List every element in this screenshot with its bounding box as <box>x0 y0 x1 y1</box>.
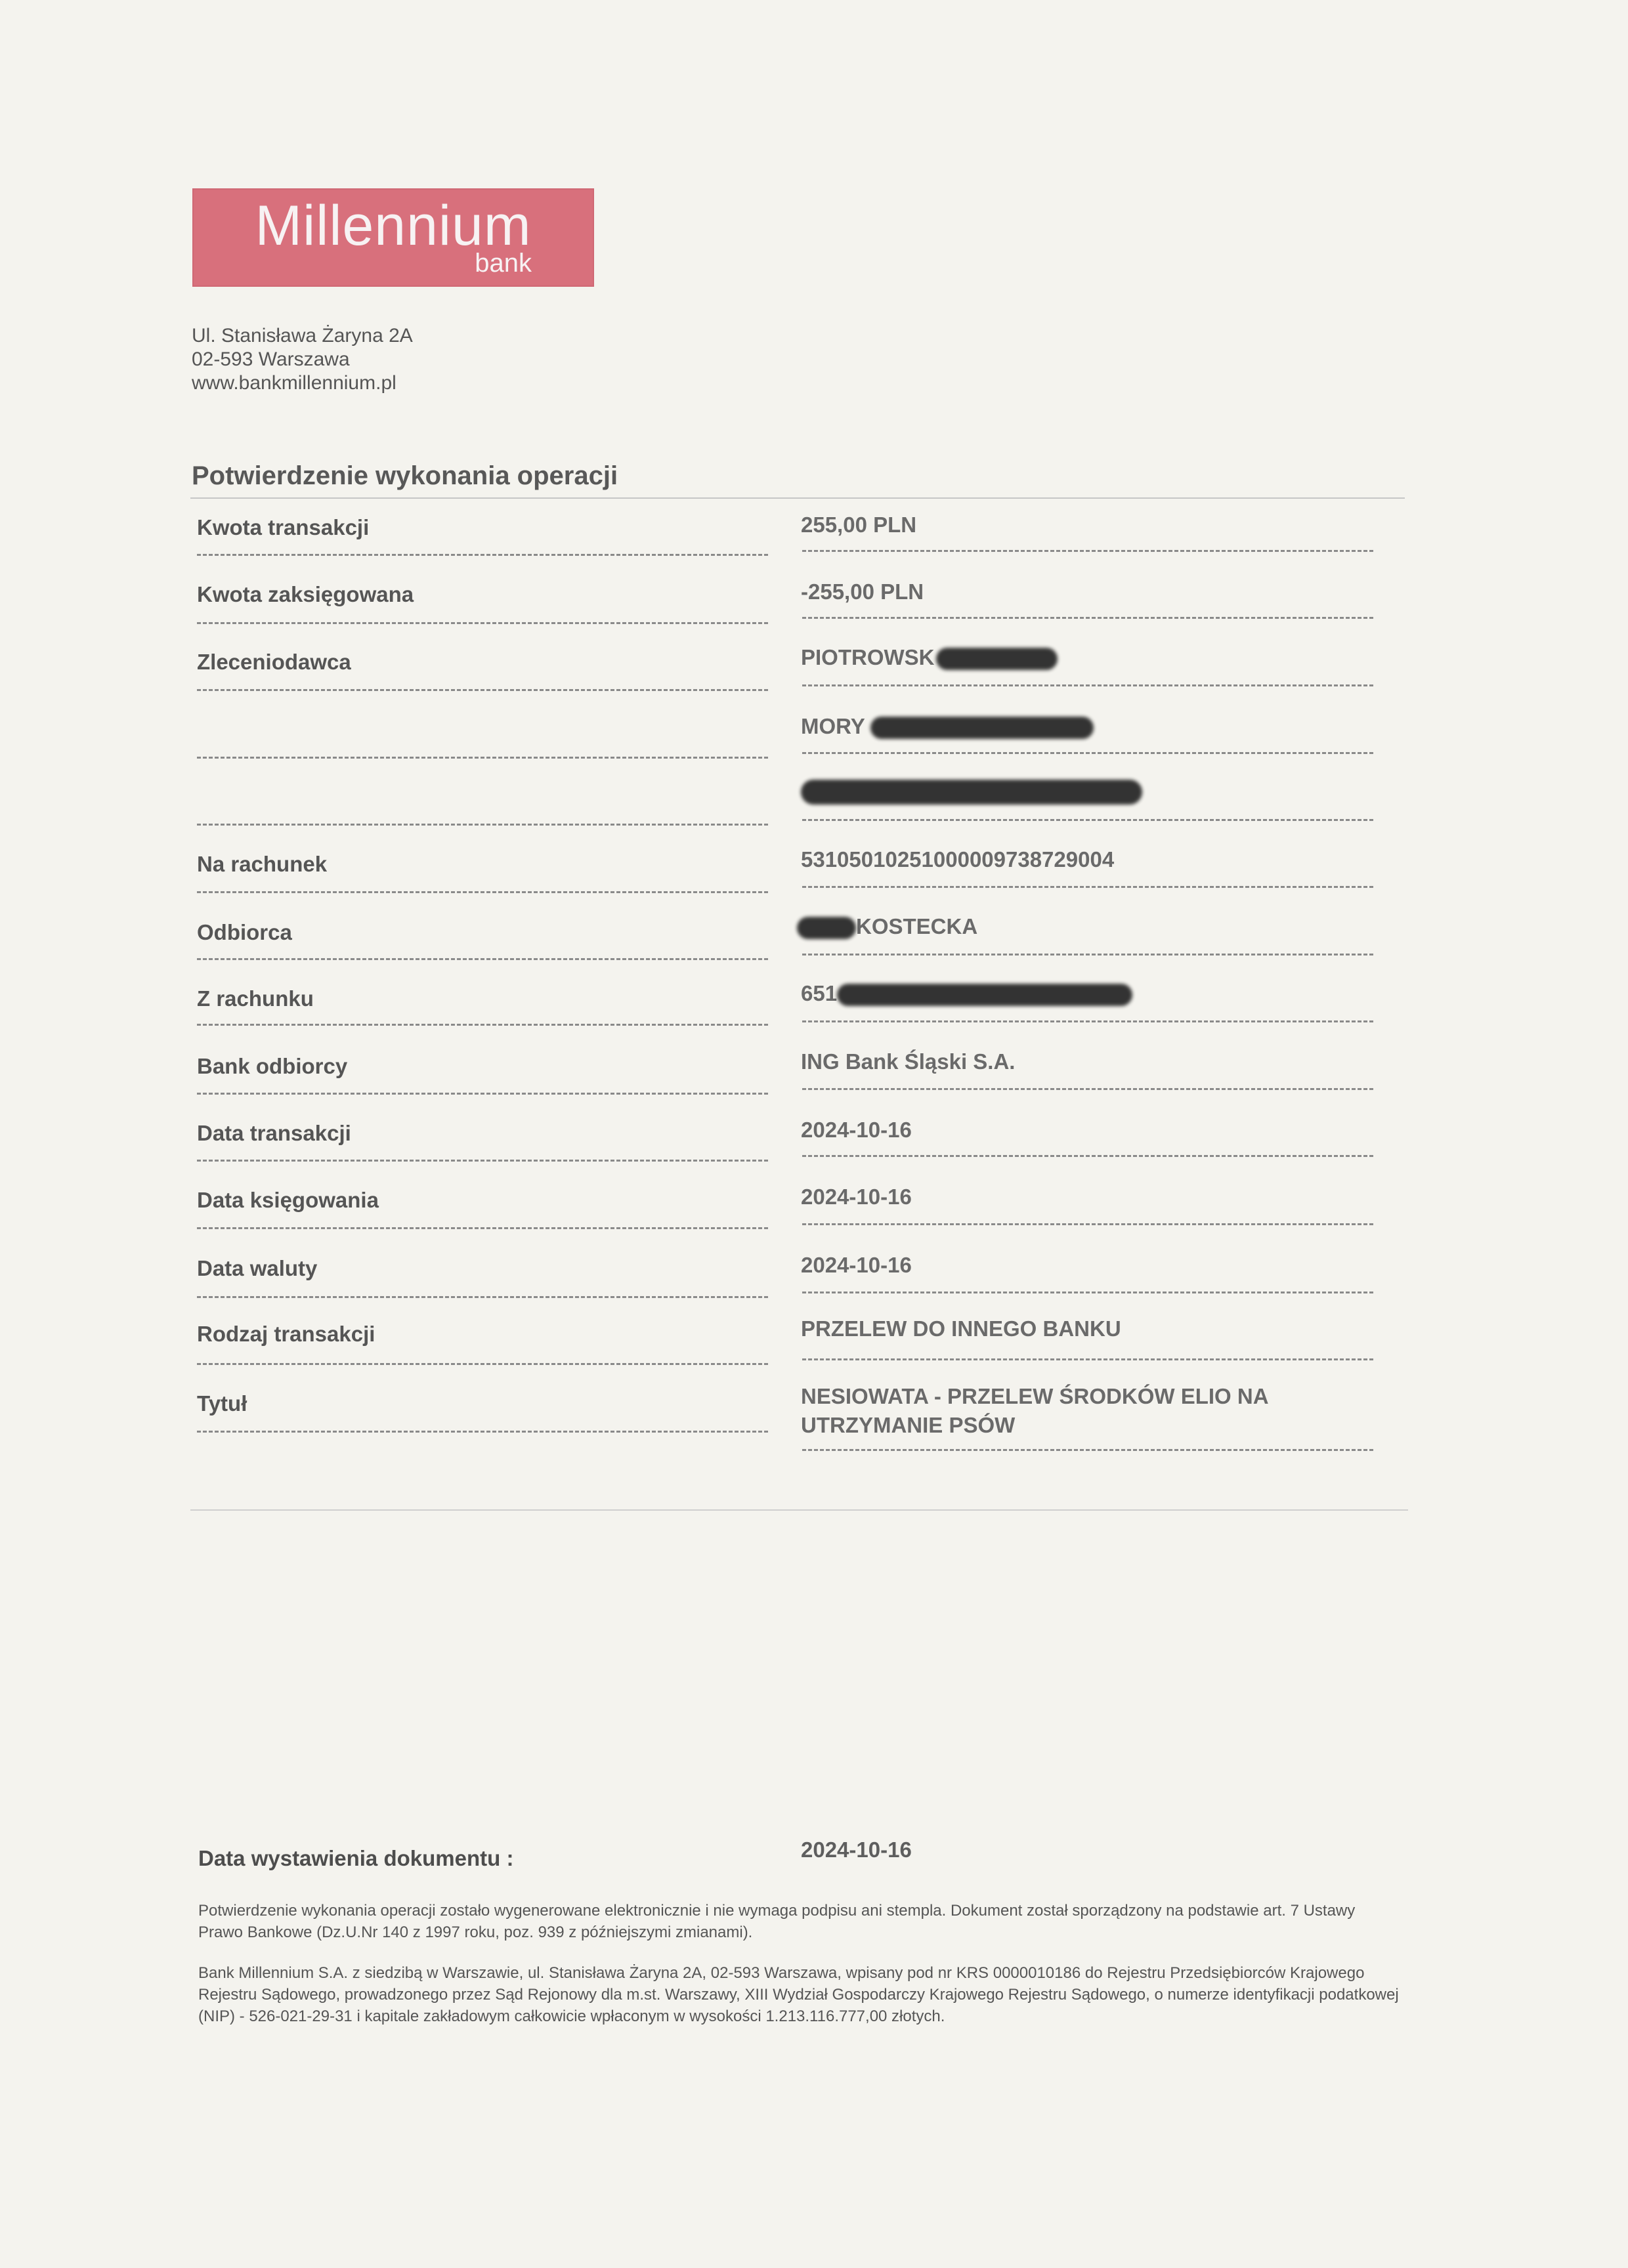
value-recipient-bank: ING Bank Śląski S.A. <box>801 1049 1016 1074</box>
label-title: Tytuł <box>197 1391 247 1416</box>
from-account-number: 651 <box>801 981 838 1005</box>
row-divider <box>802 819 1373 821</box>
issue-date-label: Data wystawienia dokumentu : <box>198 1846 514 1870</box>
row-divider <box>197 622 768 624</box>
row-divider <box>802 550 1373 552</box>
address-street: Ul. Stanisława Żaryna 2A <box>192 325 413 346</box>
row-divider <box>802 1223 1373 1225</box>
label-transaction-amount: Kwota transakcji <box>197 515 370 539</box>
row-divider <box>197 1431 768 1433</box>
row-divider <box>197 1227 768 1229</box>
label-transaction-date: Data transakcji <box>197 1121 351 1145</box>
row-divider <box>802 1292 1373 1293</box>
label-booked-amount: Kwota zaksięgowana <box>197 582 414 606</box>
row-divider <box>802 954 1373 956</box>
row-divider <box>802 1155 1373 1157</box>
value-to-account: 53105010251000009738729004 <box>801 847 1115 872</box>
document-title: Potwierdzenie wykonania operacji <box>192 461 618 490</box>
logo-subtext: bank <box>475 249 532 278</box>
row-divider <box>197 689 768 691</box>
redaction-mark <box>801 780 1142 805</box>
ordering-party-address-text: MORY <box>801 714 865 738</box>
recipient-name: KOSTECKA <box>856 914 978 938</box>
row-divider <box>802 1020 1373 1022</box>
row-divider <box>197 958 768 960</box>
value-from-account <box>801 979 1379 1008</box>
label-from-account: Z rachunku <box>197 986 314 1011</box>
redaction-mark <box>870 717 1094 739</box>
value-transaction-date: 2024-10-16 <box>801 1118 912 1142</box>
value-transaction-amount: 255,00 PLN <box>801 513 917 537</box>
redaction-mark <box>936 648 1058 670</box>
value-recipient <box>801 912 1379 941</box>
row-divider <box>802 1358 1373 1360</box>
value-booking-date: 2024-10-16 <box>801 1185 912 1209</box>
value-value-date: 2024-10-16 <box>801 1253 912 1277</box>
row-divider <box>197 554 768 556</box>
value-transaction-type: PRZELEW DO INNEGO BANKU <box>801 1316 1121 1341</box>
label-to-account: Na rachunek <box>197 852 328 876</box>
bank-logo <box>192 188 594 287</box>
value-booked-amount: -255,00 PLN <box>801 579 924 604</box>
legal-note-company: Bank Millennium S.A. z siedzibą w Warszawie, ul. Stanisława Żaryna 2A, 02-593 Warszawa, wpisany pod nr KRS 0000010186 do Rejestru Przedsiębiorców Krajowego Rejestru Sądowego, prowadzonego przez Sąd Rejonowy dla m.st. Warszawy, XIII Wydział Gospodarczy Krajowego Rejestru Sądowego, o numerze identyfikacji podatkowej (NIP) - 526-021-29-31 i kapitale zakładowym całkowicie wpłaconym w wysokości 1.213.116.777,00 złotych. <box>198 1964 1399 2025</box>
row-divider <box>197 1024 768 1026</box>
row-divider <box>197 1296 768 1298</box>
title-divider <box>190 497 1405 499</box>
content-bottom-divider <box>190 1509 1408 1511</box>
row-divider <box>802 886 1373 888</box>
label-value-date: Data waluty <box>197 1256 318 1280</box>
label-recipient: Odbiorca <box>197 920 292 944</box>
logo-text: Millennium <box>255 194 532 257</box>
row-divider <box>802 617 1373 619</box>
label-ordering-party: Zleceniodawca <box>197 650 351 674</box>
row-divider <box>197 1160 768 1162</box>
value-ordering-party-address <box>801 712 1379 741</box>
row-divider <box>802 684 1373 686</box>
row-divider <box>802 752 1373 754</box>
label-transaction-type: Rodzaj transakcji <box>197 1322 375 1346</box>
row-divider <box>802 1088 1373 1090</box>
redaction-mark <box>797 917 856 939</box>
row-divider <box>197 1363 768 1365</box>
row-divider <box>197 891 768 893</box>
row-divider <box>802 1449 1373 1451</box>
redaction-mark <box>837 984 1132 1006</box>
value-title: NESIOWATA - PRZELEW ŚRODKÓW ELIO NA UTRZYMANIE PSÓW <box>801 1384 1268 1437</box>
label-recipient-bank: Bank odbiorcy <box>197 1054 348 1078</box>
address-website: www.bankmillennium.pl <box>192 372 396 394</box>
ordering-party-name: PIOTROWSK <box>801 645 935 669</box>
row-divider <box>197 757 768 759</box>
bank-address <box>192 324 413 395</box>
row-divider <box>197 1093 768 1095</box>
label-booking-date: Data księgowania <box>197 1188 379 1212</box>
address-city: 02-593 Warszawa <box>192 348 350 370</box>
legal-note-electronic: Potwierdzenie wykonania operacji zostało wygenerowane elektronicznie i nie wymaga podpisu ani stempla. Dokument został sporządzony na podstawie art. 7 Ustawy Prawo Bankowe (Dz.U.Nr 140 z 1997 roku, poz. 939 z późniejszymi zmianami). <box>198 1902 1356 1941</box>
row-divider <box>197 824 768 826</box>
value-ordering-party <box>801 643 1379 672</box>
value-ordering-party-city <box>801 776 1379 805</box>
issue-date-value: 2024-10-16 <box>801 1838 912 1862</box>
